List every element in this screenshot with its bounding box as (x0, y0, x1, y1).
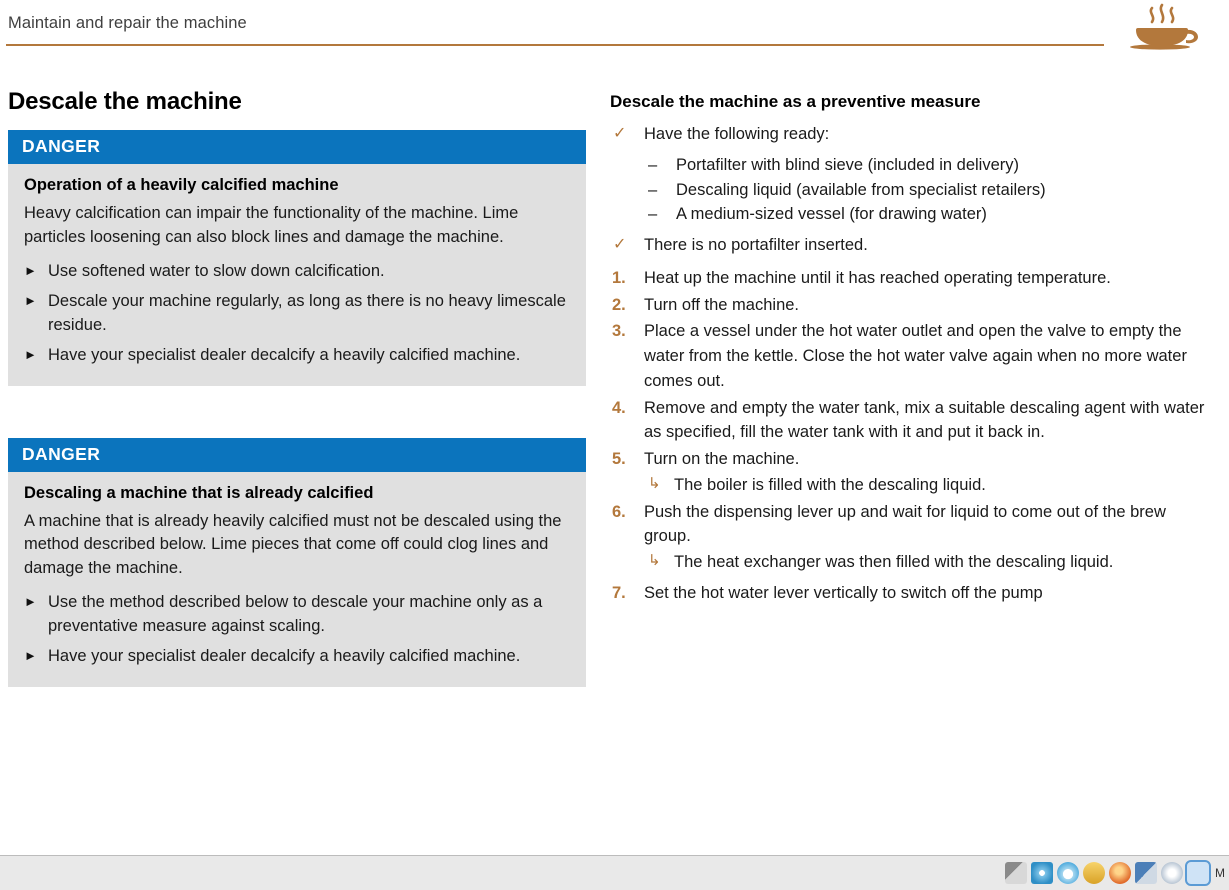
volume-icon[interactable] (1161, 862, 1183, 884)
dash-bullet-icon: – (648, 205, 658, 224)
list-item-label: Use the method described below to descale your machine only as a preventative measure against scaling. (48, 593, 543, 636)
list-item (610, 396, 1210, 446)
result-arrow-icon: ↳ (648, 474, 661, 492)
check-icon: ✓ (613, 125, 627, 142)
danger-paragraph-2: A machine that is already heavily calcified must not be descaled using the method described below. Lime pieces that come off could clog lines and damage the machine. (24, 511, 562, 578)
danger-paragraph-1: Heavy calcification can impair the functionality of the machine. Lime particles loosening can also block lines and damage the machine. (24, 204, 519, 246)
list-item-label: Have the following ready: (644, 125, 830, 143)
arrow-bullet-icon: ► (24, 594, 37, 610)
danger-body-2 (8, 472, 586, 688)
list-item-label: Have your specialist dealer decalcify a heavily calcified machine. (48, 647, 521, 666)
step-number: 5. (612, 450, 626, 468)
system-tray (1005, 856, 1225, 890)
step-result-label: The heat exchanger was then filled with the descaling liquid. (674, 553, 1114, 571)
step-number: 7. (612, 583, 626, 602)
list-item (24, 290, 570, 338)
network-icon[interactable] (1031, 862, 1053, 884)
list-item (610, 233, 1210, 258)
danger-box-2 (8, 438, 586, 688)
danger-body-1 (8, 164, 586, 386)
coffee-cup-steam-logo-icon (1118, 2, 1202, 50)
prerequisite-list (610, 122, 1210, 147)
left-column (8, 88, 586, 739)
clock-label[interactable]: M (1215, 866, 1225, 880)
danger-bullets-2 (24, 591, 570, 669)
danger-heading-2: Descaling a machine that is already calcified (24, 483, 374, 502)
list-item (610, 122, 1210, 147)
key-icon[interactable] (1083, 862, 1105, 884)
list-item (610, 581, 1210, 606)
list-item-label: There is no portafilter inserted. (644, 236, 868, 254)
step-text: Heat up the machine until it has reached operating temperature. (644, 268, 1111, 287)
list-item-label: Descaling liquid (available from specialist retailers) (676, 180, 1046, 199)
step-text: Push the dispensing lever up and wait for liquid to come out of the brew group. (644, 502, 1166, 546)
list-item (24, 344, 570, 368)
list-item-label: A medium-sized vessel (for drawing water) (676, 205, 987, 224)
arrow-bullet-icon: ► (24, 262, 37, 278)
list-item-label: Use softened water to slow down calcification. (48, 261, 385, 280)
step-text: Turn on the machine. (644, 450, 800, 468)
step-number: 4. (612, 398, 626, 417)
list-item (24, 591, 570, 639)
step-number: 2. (612, 295, 626, 314)
camera-icon[interactable] (1187, 862, 1209, 884)
list-item (610, 202, 1210, 227)
page-header (0, 0, 1229, 62)
page-title: Descale the machine (8, 88, 242, 115)
header-divider (6, 44, 1104, 46)
step-text: Turn off the machine. (644, 295, 800, 314)
list-item (24, 260, 570, 284)
dash-bullet-icon: – (648, 180, 658, 199)
arrow-bullet-icon: ► (24, 292, 37, 308)
danger-bullets-1 (24, 260, 570, 368)
firefox-icon[interactable] (1109, 862, 1131, 884)
list-item (610, 319, 1210, 393)
prerequisite-list-2 (610, 233, 1210, 258)
arrow-bullet-icon: ► (24, 648, 37, 664)
list-item (610, 178, 1210, 203)
list-item (610, 500, 1210, 575)
app-window-icon[interactable] (1005, 862, 1027, 884)
arrow-bullet-icon: ► (24, 346, 37, 362)
display-icon[interactable] (1135, 862, 1157, 884)
list-item (24, 645, 570, 669)
list-item-label: Portafilter with blind sieve (included in delivery) (676, 155, 1019, 174)
list-item (610, 153, 1210, 178)
step-text: Remove and empty the water tank, mix a suitable descaling agent with water as specified, fill the water tank with it and put it back in. (644, 398, 1205, 442)
step-result (644, 550, 1210, 575)
prerequisite-sublist (610, 153, 1210, 227)
step-number: 1. (612, 268, 626, 287)
step-text: Place a vessel under the hot water outlet and open the valve to empty the water from the kettle. Close the hot water valve again when no more water comes out. (644, 322, 1187, 390)
list-item (610, 293, 1210, 318)
step-number: 3. (612, 322, 626, 341)
step-result-label: The boiler is filled with the descaling liquid. (674, 475, 986, 494)
danger-box-1 (8, 130, 586, 386)
list-item-label: Have your specialist dealer decalcify a heavily calcified machine. (48, 345, 521, 364)
list-item (610, 447, 1210, 498)
right-column (610, 88, 1210, 608)
danger-label-1: DANGER (8, 130, 586, 164)
list-item-label: Descale your machine regularly, as long as there is no heavy limescale residue. (48, 291, 566, 334)
result-arrow-icon: ↳ (648, 552, 661, 569)
procedure-title: Descale the machine as a preventive measure (610, 92, 981, 111)
step-text: Set the hot water lever vertically to switch off the pump (644, 583, 1043, 602)
list-item (610, 266, 1210, 291)
taskbar (0, 855, 1229, 890)
step-number: 6. (612, 502, 626, 521)
page-header-title: Maintain and repair the machine (8, 14, 247, 32)
check-icon: ✓ (613, 236, 627, 253)
step-list (610, 266, 1210, 606)
danger-label-2: DANGER (8, 438, 586, 472)
cloud-icon[interactable] (1057, 862, 1079, 884)
step-result (644, 473, 1210, 498)
danger-heading-1: Operation of a heavily calcified machine (24, 176, 339, 194)
dash-bullet-icon: – (648, 155, 658, 174)
